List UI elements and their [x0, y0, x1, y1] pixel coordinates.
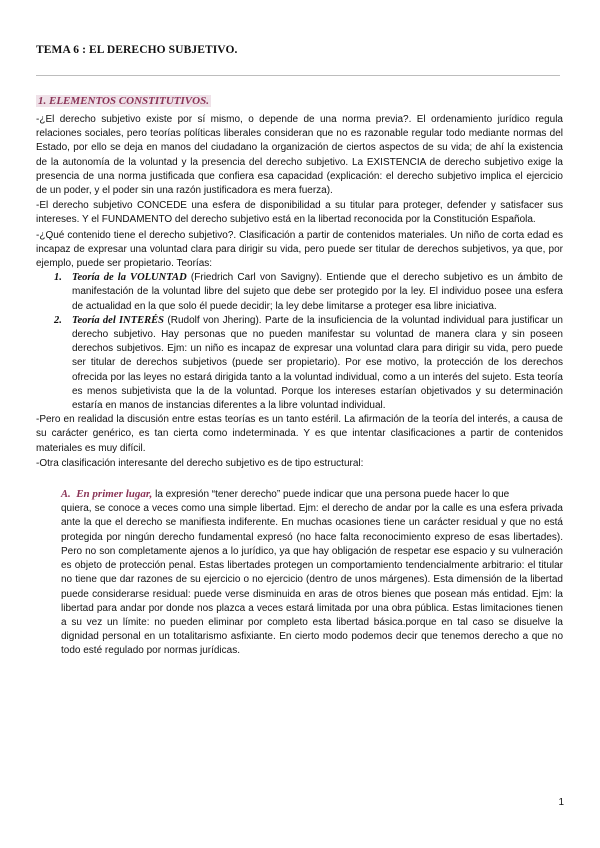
- item-text: quiera, se conoce a veces como una simple libertad. Ejm: el derecho de andar por la calle es una esfera privada ante la que el derecho se manifiesta indiferente. En muchas ocasiones tiene un carácter residual y que no está protegida por ningún derecho fundamental expresó (no hace falta reconocimiento expreso de esas libertades). Pero no son completamente ajenos a lo jurídico, ya que hay obligación de respetar ese espacio y su vulneración es objeto de protección penal. Estas libertades protegen un comportamiento tendencialmente arbitrario: el titular no tiene que dar razones de su ejercicio o no ejercicio (dentro de unos márgenes). Esta dimensión de la libertad puede considerarse residual: puede verse disminuida en aras de otros bienes que posean más entidad. Ejm: la libertad para andar por donde nos plazca a veces estará limitada por una obra pública. Estas limitaciones tienen a su vez un límite: no pueden eliminar por completo esta libertad básica.porque en tal caso se disuelve la dignidad personal en un totalitarismo asfixiante. En cierto modo podemos decir que tenemos derecho a que no todo esté regulado por normas jurídicas.: [61, 503, 563, 657]
- section-heading-text: 1. ELEMENTOS CONSTITUTIVOS.: [38, 95, 209, 107]
- item-first-line-text: la expresión “tener derecho” puede indicar que una persona puede hacer lo que: [152, 489, 510, 501]
- paragraph-foundation: -El derecho subjetivo CONCEDE una esfera de disponibilidad a su titular para proteger, defender y satisfacer sus intereses. Y el FUNDAMENTO del derecho subjetivo está en la libertad reconocida por la Constitución Española.: [36, 200, 563, 226]
- structural-item-a: [36, 487, 563, 658]
- page-number: 1: [558, 797, 564, 808]
- title-divider: [36, 75, 560, 76]
- paragraph-content: -¿Qué contenido tiene el derecho subjetivo?. Clasificación a partir de contenidos materiales. Un niño de corta edad es incapaz de expresar una voluntad clara para dirigir su vida, pero puede ser titular de derechos subjetivos, ya que, por ejemplo, puede ser propietario. Teorías:: [36, 229, 563, 270]
- page-title: TEMA 6 : EL DERECHO SUBJETIVO.: [36, 44, 238, 56]
- theory-text: (Rudolf von Jhering). Parte de la insuficiencia de la voluntad individual para justificar un derecho subjetivo. Hay personas que no pueden manifestar su voluntad de manera clara y sin poseen derechos subjetivos. Ejm: un niño es incapaz de expresar una voluntad clara para dirigir su vida, pero puede ser titular de derechos subjetivos (puede ser propietario). Por ese motivo, la protección de los derechos ofrecida por las leyes no estará dirigida tanto a la voluntad individual, como a un interés del sujeto. Esta teoría es menos subjetivista que la de la voluntad. Porque los intereses estarían objetivados y su determinación estaría en manos de instancias diferentes a la libre voluntad individual.: [72, 314, 563, 412]
- item-lead: En primer lugar,: [76, 488, 153, 501]
- paragraph-existence: -¿El derecho subjetivo existe por sí mismo, o depende de una norma previa?. El ordenamiento jurídico regula relaciones sociales, pero teorías políticas liberales consideran que no es razonable regular todo mediante normas del Estado, por ello se deja en manos del ciudadano la organización de ciertos aspectos de su vida; de ahí la existencia de la autonomía de la voluntad y la presencia del derecho subjetivo. La EXISTENCIA de derecho subjetivo exige la presencia de una norma justificada que confiera esa capacidad (explicación: el derecho subjetivo implica el ejercicio de un poder, y el poder sin una razón justificadora es mera fuerza).: [36, 114, 563, 197]
- list-number: 1.: [54, 272, 62, 284]
- structural-first-line: [61, 487, 563, 502]
- document-body: [36, 113, 563, 659]
- item-letter: A.: [61, 489, 71, 501]
- theory-name: Teoría de la VOLUNTAD: [72, 272, 187, 284]
- paragraph-structural: -Otra clasificación interesante del derecho subjetivo es de tipo estructural:: [36, 457, 364, 469]
- list-item: [36, 271, 563, 314]
- theories-list: [36, 271, 563, 413]
- list-item: [36, 314, 563, 413]
- section-heading: [36, 95, 211, 107]
- paragraph-discussion: -Pero en realidad la discusión entre estas teorías es un tanto estéril. La afirmación de la teoría del interés, a causa de su carácter genérico, es tan cierta como indeterminada. Y es que intentar clasificaciones a partir de contenidos materiales es muy difícil.: [36, 414, 563, 454]
- list-number: 2.: [54, 314, 62, 326]
- theory-name: Teoría del INTERÉS: [72, 314, 164, 326]
- theory-text: (Friedrich Carl von Savigny). Entiende que el derecho subjetivo es un ámbito de manifestación de la voluntad libre del sujeto que debe ser protegido por la ley. El individuo posee una esfera de actualidad en la que solo él puede decidir; la ley debe limitarse a proteger esa libre iniciativa.: [72, 272, 563, 312]
